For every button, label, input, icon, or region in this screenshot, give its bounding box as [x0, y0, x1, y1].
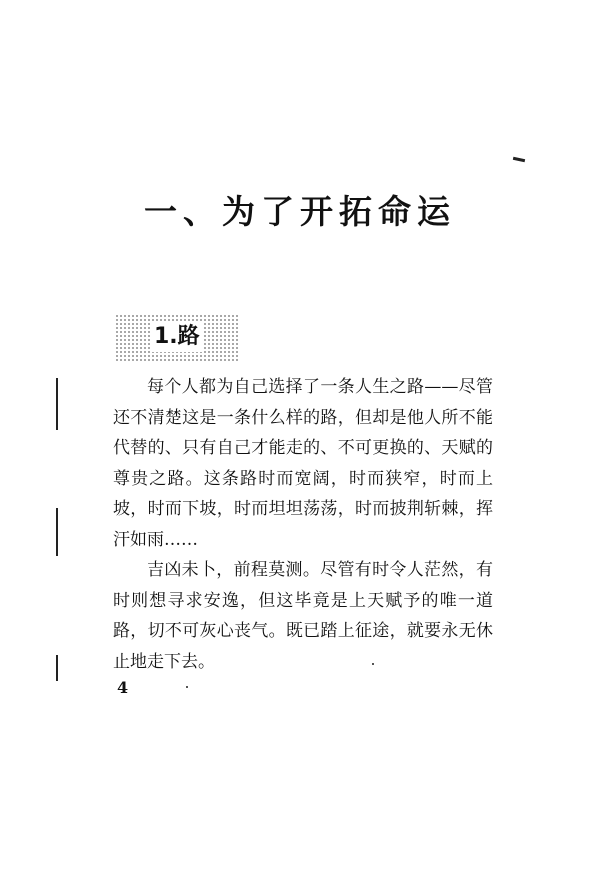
margin-rule	[56, 378, 58, 430]
page-number: 4	[117, 678, 129, 697]
scan-mark	[513, 157, 525, 162]
chapter-title: 一、为了开拓命运	[144, 192, 456, 232]
section-heading: 1.路	[152, 322, 202, 352]
margin-rule	[56, 655, 58, 681]
margin-rule	[56, 508, 58, 556]
paragraph: 吉凶未卜，前程莫测。尽管有时令人茫然，有时则想寻求安逸，但这毕竟是上天赋予的唯一道路，切不可灰心丧气。既已踏上征途，就要永无休止地走下去。	[113, 560, 493, 672]
scan-speck	[372, 663, 374, 665]
scan-speck	[186, 686, 188, 688]
paragraph: 每个人都为自己选择了一条人生之路——尽管还不清楚这是一条什么样的路，但却是他人所不能代替的、只有自己才能走的、不可更换的、天赋的尊贵之路。这条路时而宽阔，时而狭窄，时而上坡，时而下坡，时而坦坦荡荡，时而披荆斩棘，挥汗如雨……	[113, 377, 493, 550]
